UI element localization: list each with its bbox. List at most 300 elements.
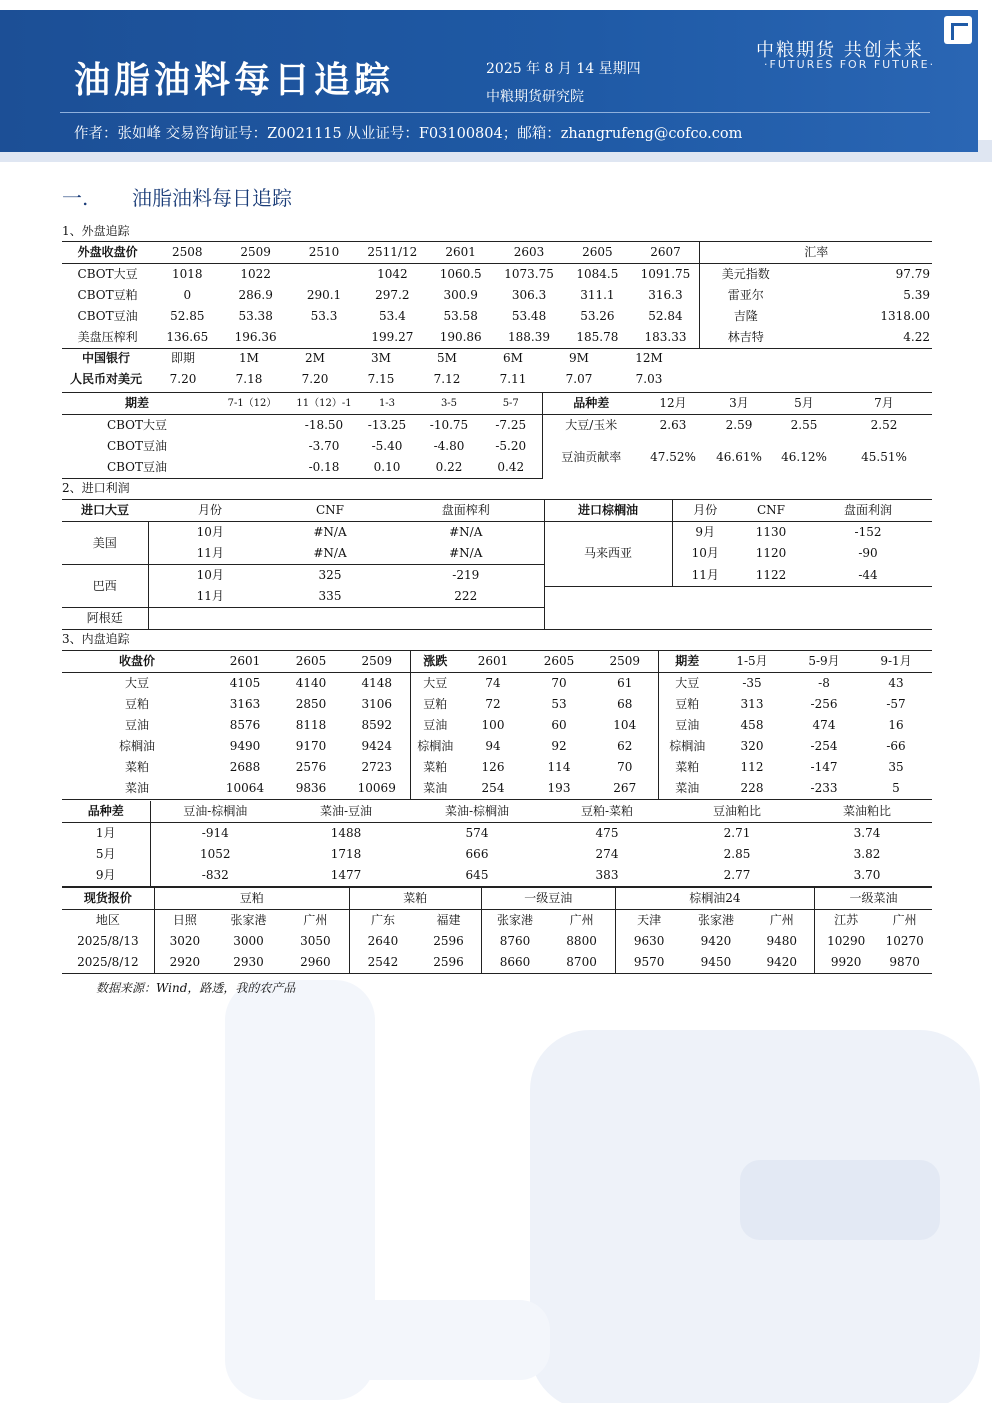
cell: 3.70 bbox=[802, 865, 932, 887]
cell: 9月 bbox=[62, 865, 150, 887]
cell: 97.79 bbox=[895, 267, 930, 281]
cell: 475 bbox=[595, 826, 619, 840]
cell: 0 bbox=[183, 288, 192, 302]
cell: 大豆/玉米 bbox=[542, 415, 640, 437]
cell: 9570 bbox=[615, 952, 682, 974]
cell: 豆油贡献率 bbox=[542, 436, 640, 479]
cell: 2025/8/12 bbox=[62, 952, 154, 974]
cell: 53.26 bbox=[580, 309, 615, 323]
cell: 2.52 bbox=[870, 418, 898, 432]
cell bbox=[272, 608, 388, 630]
header-cell: 中国银行 bbox=[81, 351, 130, 365]
cell: -147 bbox=[810, 760, 838, 774]
header-cell: 12月 bbox=[640, 393, 706, 415]
cell: 126 bbox=[481, 760, 505, 774]
boc-fx-table bbox=[62, 348, 686, 390]
cell: 0.22 bbox=[418, 457, 480, 479]
cell: 335 bbox=[272, 586, 388, 608]
cell: 70 bbox=[551, 676, 567, 690]
table-row bbox=[62, 673, 932, 695]
spot-region-row bbox=[62, 910, 932, 932]
cell: 菜粕 bbox=[410, 757, 460, 778]
cell: 1018 bbox=[172, 267, 203, 281]
section-title bbox=[62, 182, 292, 211]
cell: 4148 bbox=[361, 676, 393, 690]
variety-spread-table bbox=[62, 801, 932, 887]
institute-name: 中粮期货研究院 bbox=[486, 89, 584, 105]
cell: 美国 bbox=[62, 522, 148, 565]
boc-header-row bbox=[62, 348, 686, 369]
cell: 10月 bbox=[148, 522, 272, 544]
cell: 1042 bbox=[377, 267, 408, 281]
cell: 豆粕 bbox=[410, 694, 460, 715]
cell: -44 bbox=[804, 565, 932, 587]
cell: 53.58 bbox=[443, 309, 478, 323]
cell: #N/A bbox=[388, 543, 544, 565]
header-cell: 1-5月 bbox=[716, 651, 788, 673]
cell: 1060.5 bbox=[439, 267, 482, 281]
cell: 大豆 bbox=[124, 676, 149, 690]
cell: 267 bbox=[592, 778, 658, 800]
cell: 张家港 bbox=[230, 913, 267, 927]
cell bbox=[738, 608, 804, 630]
table-row bbox=[62, 778, 932, 800]
header-cell: 期差 bbox=[658, 651, 716, 673]
cell: 43 bbox=[888, 676, 904, 690]
cell: 196.36 bbox=[221, 327, 289, 349]
cell: 7.07 bbox=[565, 372, 593, 386]
cell: 3020 bbox=[154, 931, 215, 952]
cell: 1318.00 bbox=[880, 309, 930, 323]
header-cell: 3月 bbox=[706, 393, 772, 415]
cell: #N/A bbox=[272, 543, 388, 565]
cell: 7.20 bbox=[169, 372, 197, 386]
cell: 3.82 bbox=[853, 847, 881, 861]
cell: 70 bbox=[617, 760, 633, 774]
cell: 61 bbox=[617, 676, 633, 690]
spot-group-row bbox=[62, 888, 932, 910]
cell: 2.71 bbox=[723, 826, 751, 840]
cell: 290.1 bbox=[306, 288, 342, 302]
header-cell: 现货报价 bbox=[62, 888, 154, 910]
header-cell: 豆油粕比 bbox=[672, 801, 802, 823]
cell: #N/A bbox=[449, 525, 483, 539]
header-cell: 菜油-棕榈油 bbox=[412, 801, 542, 823]
cell: 福建 bbox=[436, 913, 461, 927]
cell: 9月 bbox=[672, 522, 738, 544]
cell: 9920 bbox=[814, 952, 877, 974]
cell: 2025/8/13 bbox=[77, 934, 139, 948]
cell: -0.18 bbox=[292, 457, 356, 479]
header-cell: 涨跌 bbox=[410, 651, 460, 673]
cell bbox=[290, 327, 358, 349]
cell: 9420 bbox=[700, 934, 732, 948]
cell bbox=[212, 457, 292, 479]
cell: 5.39 bbox=[903, 288, 930, 302]
cell: 人民币对美元 bbox=[69, 372, 142, 386]
spread-header-row bbox=[62, 393, 932, 415]
header-cell: 豆粕-菜粕 bbox=[542, 801, 672, 823]
domestic-table bbox=[62, 650, 932, 800]
cell: 1073.75 bbox=[504, 267, 554, 281]
cell: CBOT豆粕 bbox=[77, 288, 138, 302]
header-cell: 2509 bbox=[221, 242, 289, 264]
header-cell: 5月 bbox=[772, 393, 836, 415]
cell: 10069 bbox=[344, 778, 410, 800]
header-cell: 进口大豆 bbox=[62, 500, 148, 522]
cell: 9450 bbox=[682, 952, 749, 974]
cell: 巴西 bbox=[62, 565, 148, 608]
cell: 8660 bbox=[481, 952, 548, 974]
cell: 311.1 bbox=[580, 288, 615, 302]
cell bbox=[212, 415, 292, 437]
cell: 9170 bbox=[295, 739, 327, 753]
cell: 1477 bbox=[280, 865, 412, 887]
header-cell: 2605 bbox=[526, 651, 592, 673]
cell: -90 bbox=[858, 546, 878, 561]
cell: 53.38 bbox=[238, 309, 273, 323]
table-row bbox=[62, 306, 932, 327]
table-row bbox=[62, 694, 932, 715]
table-row bbox=[62, 608, 932, 630]
cell: 8576 bbox=[229, 718, 261, 732]
cell: 1052 bbox=[150, 844, 280, 865]
cell: -4.80 bbox=[433, 439, 465, 453]
cell: CBOT豆油 bbox=[106, 439, 168, 453]
cell: -13.25 bbox=[367, 418, 407, 432]
cell: 4140 bbox=[295, 676, 327, 690]
header-cell: 6M bbox=[503, 351, 523, 365]
cell: 1122 bbox=[738, 565, 804, 587]
cell: 190.86 bbox=[427, 327, 495, 349]
logo-icon bbox=[944, 16, 972, 44]
cell: -7.25 bbox=[495, 418, 527, 432]
header-cell: 2509 bbox=[344, 651, 410, 673]
cell: 0.42 bbox=[480, 457, 542, 479]
spread-table bbox=[62, 392, 932, 479]
cell: 11月 bbox=[148, 543, 272, 565]
cell: 316.3 bbox=[648, 288, 683, 302]
cell: 11月 bbox=[672, 565, 738, 587]
cell: 16 bbox=[888, 718, 904, 732]
header-cell: 菜油-豆油 bbox=[280, 801, 412, 823]
cell: 320 bbox=[740, 739, 764, 753]
data-source-note: 数据来源：Wind，路透，我的农产品 bbox=[96, 981, 296, 995]
cell: 2.63 bbox=[659, 418, 687, 432]
cell: 7.03 bbox=[635, 372, 663, 386]
cell: 92 bbox=[551, 739, 567, 753]
cell: 豆油 bbox=[124, 718, 149, 732]
header-cell: 一级豆油 bbox=[481, 888, 615, 910]
header-cell: 即期 bbox=[170, 351, 195, 365]
header-cell: 汇率 bbox=[700, 242, 932, 264]
cell: 35 bbox=[888, 760, 904, 774]
cell: 112 bbox=[740, 760, 764, 774]
cell: 1月 bbox=[95, 826, 116, 840]
header-cell: 11（12）-1 bbox=[292, 393, 356, 415]
cell: 7.11 bbox=[499, 372, 527, 386]
header-cell: 月份 bbox=[672, 500, 738, 522]
cell: 62 bbox=[617, 739, 633, 753]
cell: -3.70 bbox=[308, 439, 340, 453]
header-cell: 2607 bbox=[632, 242, 700, 264]
cell: 7.15 bbox=[367, 372, 395, 386]
cell: 1488 bbox=[330, 826, 362, 840]
section-number: 一. bbox=[62, 186, 89, 210]
cell bbox=[544, 586, 672, 608]
cell: 10290 bbox=[814, 931, 877, 952]
cell: 53.48 bbox=[511, 309, 547, 323]
cell: 4105 bbox=[229, 676, 261, 690]
cell: 2.85 bbox=[723, 847, 751, 861]
header-cell: 棕榈油24 bbox=[615, 888, 814, 910]
cell: CBOT大豆 bbox=[77, 267, 138, 281]
cell: 菜油 bbox=[410, 778, 460, 800]
brand-slogan-cn: 中粮期货 共创未来 bbox=[756, 40, 924, 61]
table-row bbox=[62, 823, 932, 845]
cell: -10.75 bbox=[429, 418, 469, 432]
cell: 7.20 bbox=[301, 372, 329, 386]
report-date: 2025 年 8 月 14 星期四 bbox=[486, 61, 641, 77]
cell: 0.10 bbox=[356, 457, 418, 479]
cell: -256 bbox=[810, 697, 838, 711]
cell: -5.40 bbox=[371, 439, 403, 453]
header-cell: CNF bbox=[272, 500, 388, 522]
report-title: 油脂油料每日追踪 bbox=[74, 59, 395, 101]
cell: 9424 bbox=[361, 739, 393, 753]
header-cell: 2601 bbox=[427, 242, 495, 264]
cell: 9870 bbox=[877, 952, 932, 974]
cell: -8 bbox=[818, 676, 830, 690]
header-cell: 5M bbox=[437, 351, 457, 365]
cell: 9490 bbox=[229, 739, 261, 753]
cell: 4.22 bbox=[791, 327, 932, 349]
header-cell: 2605 bbox=[278, 651, 344, 673]
cell: 7.12 bbox=[433, 372, 461, 386]
cell: 广州 bbox=[569, 913, 594, 927]
cell: 9420 bbox=[749, 952, 814, 974]
table-row bbox=[62, 436, 932, 457]
header-cell: 一级菜油 bbox=[814, 888, 932, 910]
cell: 2576 bbox=[295, 760, 327, 774]
cell: 254 bbox=[460, 778, 526, 800]
cell: 菜粕 bbox=[658, 757, 716, 778]
cell: 2.59 bbox=[725, 418, 753, 432]
cell: 1022 bbox=[240, 267, 271, 281]
header-cell: 盘面榨利 bbox=[388, 500, 544, 522]
cell: 2723 bbox=[361, 760, 393, 774]
cell: 2596 bbox=[416, 952, 481, 974]
import-table bbox=[62, 499, 932, 630]
table-row bbox=[62, 952, 932, 974]
cell bbox=[738, 586, 804, 608]
cell: 8760 bbox=[481, 931, 548, 952]
cell: -152 bbox=[854, 525, 882, 539]
header-cell: 外盘收盘价 bbox=[62, 242, 153, 264]
cell: 大豆 bbox=[410, 673, 460, 695]
cell: -5.20 bbox=[495, 439, 527, 453]
cell: 1120 bbox=[755, 546, 787, 561]
cell: 104 bbox=[613, 718, 637, 732]
header-cell: 豆油-棕榈油 bbox=[150, 801, 280, 823]
header-cell: 品种差 bbox=[62, 801, 150, 823]
cell: 7.18 bbox=[235, 372, 263, 386]
header-cell: 2508 bbox=[153, 242, 221, 264]
cell: 222 bbox=[388, 586, 544, 608]
cell: 10月 bbox=[148, 565, 272, 587]
table-row bbox=[62, 543, 932, 565]
cell: 江苏 bbox=[814, 910, 877, 932]
table-row bbox=[62, 844, 932, 865]
cell: 马来西亚 bbox=[544, 522, 672, 587]
cell: 306.3 bbox=[511, 288, 547, 302]
subtitle-domestic: 3、内盘追踪 bbox=[62, 632, 130, 646]
cell: 53.4 bbox=[378, 309, 406, 323]
header-cell: 2601 bbox=[460, 651, 526, 673]
cell: 10月 bbox=[672, 543, 738, 565]
cell: 9836 bbox=[278, 778, 344, 800]
cell: 10064 bbox=[212, 778, 278, 800]
brand-slogan-en: ·FUTURES FOR FUTURE· bbox=[764, 58, 936, 71]
cell: 94 bbox=[485, 739, 501, 753]
cell: 666 bbox=[465, 847, 489, 861]
cell: 3.74 bbox=[853, 826, 881, 840]
cell bbox=[672, 586, 738, 608]
cell: 1718 bbox=[330, 847, 362, 861]
header-divider bbox=[60, 112, 930, 113]
header-cell: 5-9月 bbox=[788, 651, 860, 673]
table-row bbox=[62, 522, 932, 544]
header-cell: 7月 bbox=[836, 393, 932, 415]
cell: 9480 bbox=[766, 934, 797, 948]
cell: 325 bbox=[318, 568, 342, 582]
cell: 美盘压榨利 bbox=[62, 327, 153, 349]
cell: 199.27 bbox=[358, 327, 426, 349]
header-cell: 3M bbox=[371, 351, 391, 365]
spot-price-table bbox=[62, 887, 932, 974]
cell: 286.9 bbox=[238, 288, 273, 302]
cell: 474 bbox=[812, 718, 836, 732]
cell: 3000 bbox=[233, 934, 264, 948]
header-cell: 1M bbox=[239, 351, 259, 365]
cell: -233 bbox=[788, 778, 860, 800]
cell: 183.33 bbox=[632, 327, 700, 349]
header-cell: 2509 bbox=[592, 651, 658, 673]
cell: 8592 bbox=[361, 718, 393, 732]
cell: 114 bbox=[547, 760, 571, 774]
cell: 458 bbox=[740, 718, 764, 732]
cell bbox=[804, 586, 932, 608]
import-header-row bbox=[62, 500, 932, 522]
cell: 美元指数 bbox=[700, 264, 791, 286]
header-cell: 月份 bbox=[148, 500, 272, 522]
cell: 菜油 bbox=[62, 778, 212, 800]
table-row bbox=[62, 865, 932, 887]
cell: 1091.75 bbox=[640, 267, 691, 281]
header-cell: 5-7 bbox=[480, 393, 542, 415]
cell: 5月 bbox=[95, 847, 116, 861]
cell: 豆油 bbox=[410, 715, 460, 736]
cell: 300.9 bbox=[443, 288, 478, 302]
cell: 3050 bbox=[300, 934, 331, 948]
cell bbox=[672, 608, 738, 630]
cell: 1130 bbox=[755, 525, 787, 539]
cell: 100 bbox=[481, 718, 505, 732]
cell: 645 bbox=[412, 865, 542, 887]
cell bbox=[212, 436, 292, 457]
cell: CBOT豆油 bbox=[62, 457, 212, 479]
cell: 193 bbox=[526, 778, 592, 800]
cell: 日照 bbox=[154, 910, 215, 932]
table-row bbox=[62, 285, 932, 306]
cell: 60 bbox=[551, 718, 567, 732]
cell bbox=[544, 608, 672, 630]
header-cell: 2510 bbox=[290, 242, 358, 264]
header-cell: 9M bbox=[569, 351, 589, 365]
table-row bbox=[62, 565, 932, 587]
cell: 菜油 bbox=[658, 778, 716, 800]
cell: 74 bbox=[485, 676, 501, 690]
header-cell: 2511/12 bbox=[358, 242, 426, 264]
cell: 林吉特 bbox=[700, 327, 791, 349]
domestic-header-row bbox=[62, 651, 932, 673]
cell: 天津 bbox=[615, 910, 682, 932]
cell: 46.61% bbox=[716, 449, 762, 464]
cell: 棕榈油 bbox=[658, 736, 716, 757]
table-row bbox=[62, 736, 932, 757]
cell: 2688 bbox=[229, 760, 261, 774]
cell: 3163 bbox=[229, 697, 261, 711]
cell: 大豆 bbox=[658, 673, 716, 695]
cell: 地区 bbox=[95, 913, 120, 927]
header-cell: 2601 bbox=[212, 651, 278, 673]
cell: 广州 bbox=[303, 913, 328, 927]
cell: 2640 bbox=[349, 931, 416, 952]
cell: 张家港 bbox=[697, 913, 734, 927]
header-cell: 3-5 bbox=[418, 393, 480, 415]
cell: 274 bbox=[595, 847, 619, 861]
cell: 广东 bbox=[349, 910, 416, 932]
cell: #N/A bbox=[313, 525, 347, 539]
cell: -66 bbox=[886, 739, 906, 753]
header-cell: 1-3 bbox=[356, 393, 418, 415]
cell: 2.55 bbox=[790, 418, 818, 432]
cell: 297.2 bbox=[375, 288, 410, 302]
table-row bbox=[62, 264, 932, 286]
cell: 2920 bbox=[154, 952, 215, 974]
cell: 2850 bbox=[295, 697, 327, 711]
cell: 2930 bbox=[215, 952, 282, 974]
cell: 广州 bbox=[892, 913, 917, 927]
header-banner bbox=[0, 0, 978, 152]
cell: 豆油 bbox=[658, 715, 716, 736]
subtitle-foreign: 1、外盘追踪 bbox=[62, 224, 130, 238]
cell: 72 bbox=[485, 697, 501, 711]
cell: 3106 bbox=[361, 697, 393, 711]
cell: 2.77 bbox=[672, 865, 802, 887]
cell bbox=[388, 608, 544, 630]
header-cell: 2M bbox=[305, 351, 325, 365]
header-top-strip bbox=[0, 0, 978, 10]
cell: 47.52% bbox=[650, 449, 696, 464]
subtitle-import: 2、进口利润 bbox=[62, 481, 130, 495]
header-cell: 12M bbox=[635, 351, 663, 365]
table-row bbox=[62, 369, 686, 390]
variety-header-row bbox=[62, 801, 932, 823]
header-cell: 7-1（12） bbox=[212, 393, 292, 415]
section-title-text: 油脂油料每日追踪 bbox=[132, 186, 292, 210]
cell bbox=[148, 608, 272, 630]
